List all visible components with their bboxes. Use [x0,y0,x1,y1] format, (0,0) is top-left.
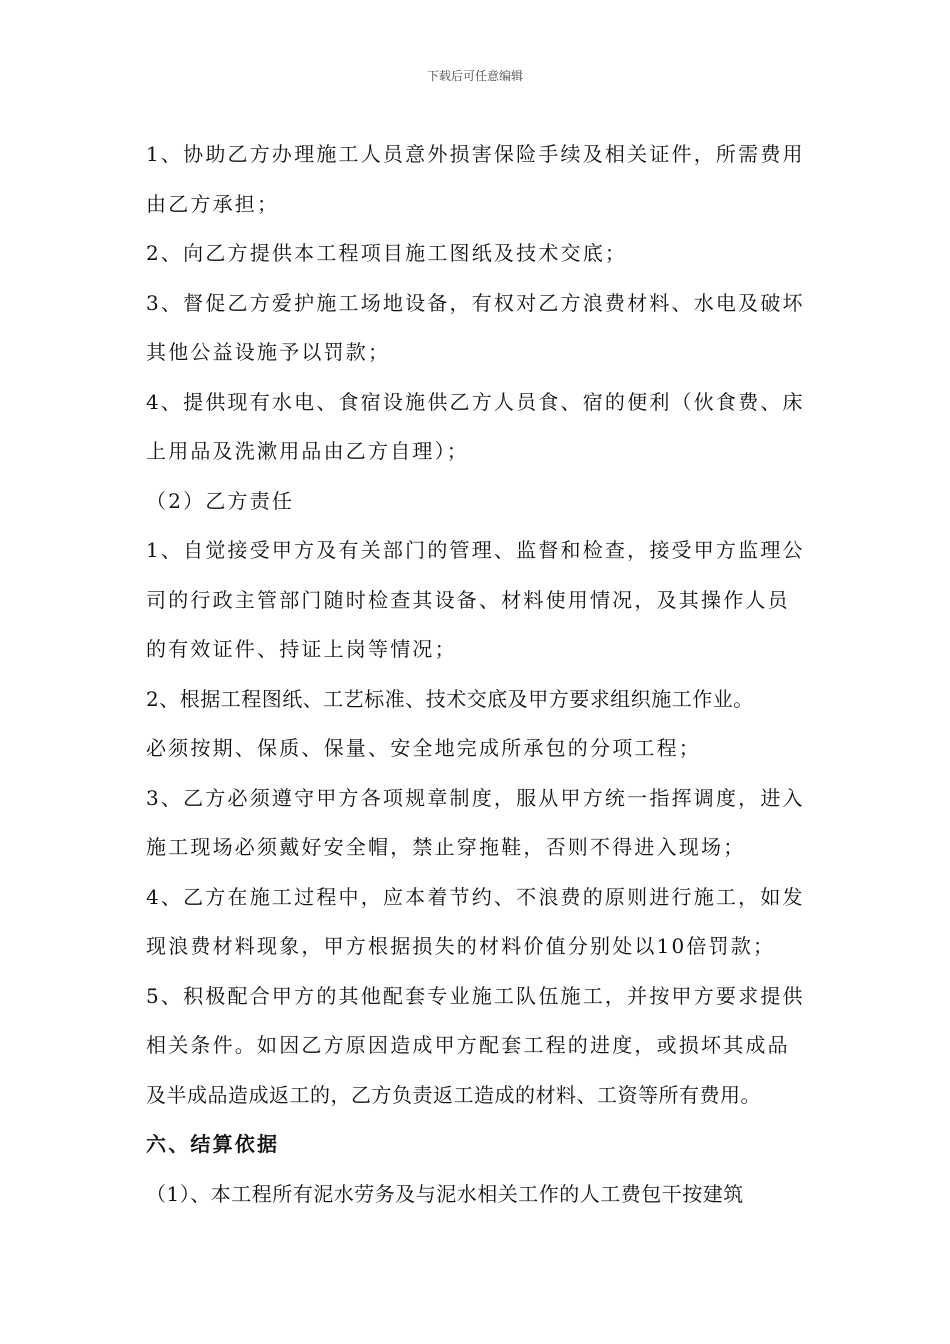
text-line: 相关条件。如因乙方原因造成甲方配套工程的进度，或损坏其成品 [146,1033,790,1057]
text-line: 其他公益设施予以罚款； [146,340,391,364]
section-heading: 六、结算依据 [146,1132,280,1156]
section-subheading: （2）乙方责任 [146,488,295,513]
text-line: 3、乙方必须遵守甲方各项规章制度，服从甲方统一指挥调度，进入 [146,785,805,810]
text-line: 2、向乙方提供本工程项目施工图纸及技术交底； [146,241,628,265]
text-line: 司的行政主管部门随时检查其设备、材料使用情况，及其操作人员 [146,587,790,612]
page-header: 下载后可任意编辑 [426,69,523,83]
text-line: 上用品及洗漱用品由乙方自理）； [146,439,469,463]
text-line: 施工现场必须戴好安全帽，禁止穿拖鞋，否则不得进入现场； [146,835,746,859]
text-line: 必须按期、保质、保量、安全地完成所承包的分项工程； [146,736,701,760]
text-line: 的有效证件、持证上岗等情况； [146,637,457,661]
text-line: 1、协助乙方办理施工人员意外损害保险手续及相关证件，所需费用 [146,142,805,166]
text-line: 4、提供现有水电、食宿设施供乙方人员食、宿的便利（伙食费、床 [146,389,805,414]
text-line: 5、积极配合甲方的其他配套专业施工队伍施工，并按甲方要求提供 [146,983,805,1008]
text-line: 由乙方承担； [146,191,280,216]
text-line: 及半成品造成返工的，乙方负责返工造成的材料、工资等所有费用。 [146,1082,761,1107]
text-line: 2、根据工程图纸、工艺标准、技术交底及甲方要求组织施工作业。 [146,686,754,711]
document-body [146,130,806,1219]
text-line: 3、督促乙方爱护施工场地设备，有权对乙方浪费材料、水电及破坏 [146,290,805,315]
text-line: 4、乙方在施工过程中，应本着节约、不浪费的原则进行施工，如发 [146,884,805,909]
text-line: 现浪费材料现象，甲方根据损失的材料价值分别处以10倍罚款； [146,934,776,958]
text-line: 1、自觉接受甲方及有关部门的管理、监督和检查，接受甲方监理公 [146,538,805,562]
text-line: （1）、本工程所有泥水劳务及与泥水相关工作的人工费包干按建筑 [146,1181,744,1206]
